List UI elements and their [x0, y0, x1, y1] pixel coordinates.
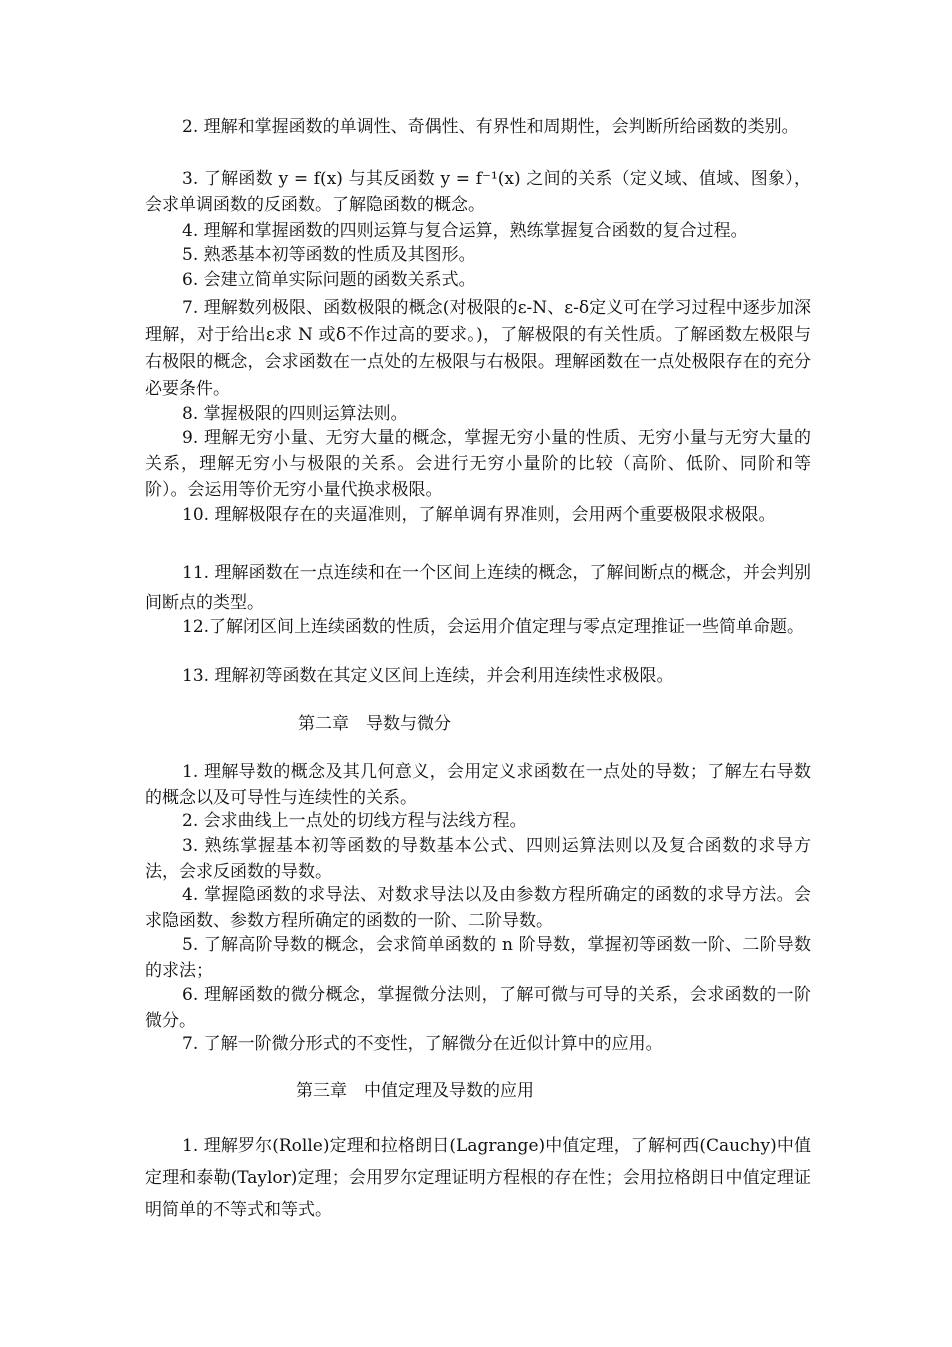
chapter2-heading: 第二章 导数与微分 — [298, 714, 451, 734]
ch2-item-1: 1. 理解导数的概念及其几何意义，会用定义求函数在一点处的导数；了解左右导数的概念以及可导性与连续性的关系。 — [145, 762, 811, 808]
ch1-item-8: 8. 掌握极限的四则运算法则。 — [182, 404, 408, 424]
ch1-item-5: 5. 熟悉基本初等函数的性质及其图形。 — [182, 245, 476, 265]
ch2-item-3: 3. 熟练掌握基本初等函数的导数基本公式、四则运算法则以及复合函数的求导方法，会求反函数的导数。 — [145, 836, 811, 882]
ch2-item-6: 6. 理解函数的微分概念，掌握微分法则，了解可微与可导的关系，会求函数的一阶微分。 — [145, 985, 811, 1031]
ch1-item-12: 12.了解闭区间上连续函数的性质，会运用介值定理与零点定理推证一些简单命题。 — [182, 617, 805, 637]
ch1-item-7: 7. 理解数列极限、函数极限的概念(对极限的ε-N、ε-δ定义可在学习过程中逐步加深理解，对于给出ε求 N 或δ不作过高的要求。)，了解极限的有关性质。了解函数左极限与右极限的概念，会求函数在一点处的左极限与右极限。理解函数在一点处极限存在的充分必要条件。 — [145, 298, 811, 399]
chapter3-heading: 第三章 中值定理及导数的应用 — [296, 1081, 534, 1101]
ch1-item-3: 3. 了解函数 y = f(x) 与其反函数 y = f⁻¹(x) 之间的关系（定义域、值域、图象），会求单调函数的反函数。了解隐函数的概念。 — [145, 169, 811, 215]
ch2-item-2: 2. 会求曲线上一点处的切线方程与法线方程。 — [182, 811, 527, 831]
ch2-item-7: 7. 了解一阶微分形式的不变性，了解微分在近似计算中的应用。 — [182, 1034, 663, 1054]
ch1-item-6: 6. 会建立简单实际问题的函数关系式。 — [182, 270, 476, 290]
ch3-item-1: 1. 理解罗尔(Rolle)定理和拉格朗日(Lagrange)中值定理，了解柯西(Cauchy)中值定理和泰勒(Taylor)定理；会用罗尔定理证明方程根的存在性；会用拉格朗日中值定理证明简单的不等式和等式。 — [145, 1136, 811, 1220]
ch2-item-5: 5. 了解高阶导数的概念，会求简单函数的 n 阶导数，掌握初等函数一阶、二阶导数的求法； — [145, 935, 811, 981]
ch1-item-13: 13. 理解初等函数在其定义区间上连续，并会利用连续性求极限。 — [182, 666, 674, 686]
ch1-item-10: 10. 理解极限存在的夹逼准则，了解单调有界准则，会用两个重要极限求极限。 — [182, 505, 776, 525]
ch2-item-4: 4. 掌握隐函数的求导法、对数求导法以及由参数方程所确定的函数的求导方法。会求隐函数、参数方程所确定的函数的一阶、二阶导数。 — [145, 885, 811, 931]
ch1-item-11: 11. 理解函数在一点连续和在一个区间上连续的概念，了解间断点的概念，并会判别间断点的类型。 — [145, 563, 811, 613]
ch1-item-2: 2. 理解和掌握函数的单调性、奇偶性、有界性和周期性，会判断所给函数的类别。 — [182, 117, 799, 137]
ch1-item-4: 4. 理解和掌握函数的四则运算与复合运算，熟练掌握复合函数的复合过程。 — [182, 221, 748, 241]
ch1-item-9: 9. 理解无穷小量、无穷大量的概念，掌握无穷小量的性质、无穷小量与无穷大量的关系，理解无穷小与极限的关系。会进行无穷小量阶的比较（高阶、低阶、同阶和等阶）。会运用等价无穷小量代换求极限。 — [145, 428, 811, 500]
